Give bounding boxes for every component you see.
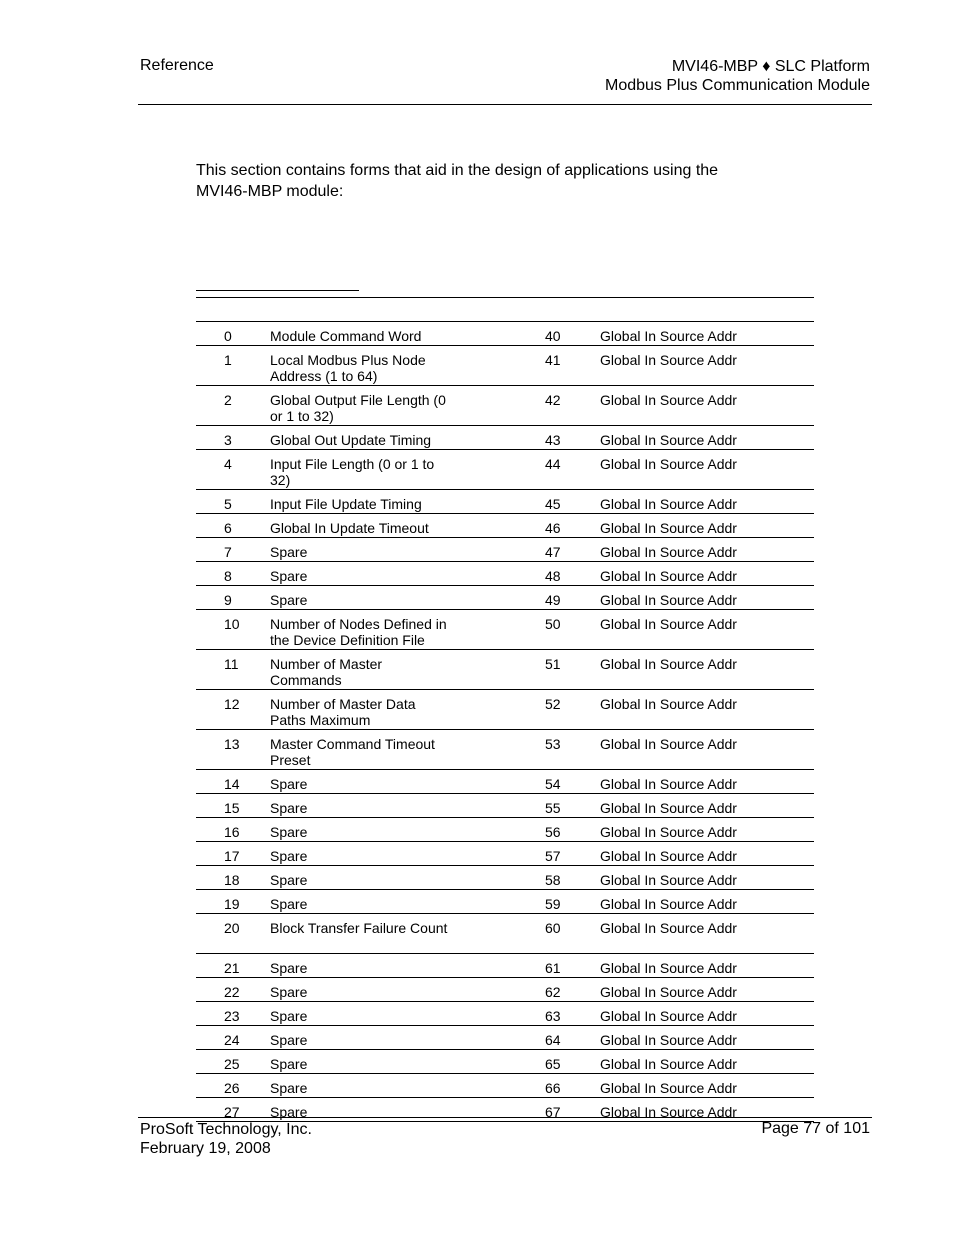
table-row bbox=[196, 977, 814, 1001]
register-description: Spare bbox=[270, 824, 308, 840]
register-number: 51 bbox=[545, 656, 561, 672]
table-row bbox=[196, 913, 814, 953]
table-row bbox=[196, 689, 814, 729]
table-top-rule bbox=[196, 297, 814, 321]
table-row bbox=[196, 1073, 814, 1097]
register-number: 63 bbox=[545, 1008, 561, 1024]
register-number: 40 bbox=[545, 328, 561, 344]
register-number: 9 bbox=[224, 592, 232, 608]
register-number: 7 bbox=[224, 544, 232, 560]
register-number: 10 bbox=[224, 616, 240, 632]
register-description: Number of Nodes Defined in the Device Definition File bbox=[270, 616, 447, 648]
register-description: Spare bbox=[270, 872, 308, 888]
register-number: 3 bbox=[224, 432, 232, 448]
register-description: Number of Master Data Paths Maximum bbox=[270, 696, 416, 728]
register-description: Global In Source Addr bbox=[600, 456, 737, 472]
register-description: Global In Source Addr bbox=[600, 392, 737, 408]
table-row bbox=[196, 321, 814, 345]
register-description: Global In Source Addr bbox=[600, 1032, 737, 1048]
table-row bbox=[196, 385, 814, 425]
header-module-name: Modbus Plus Communication Module bbox=[604, 77, 870, 94]
register-description: Global In Source Addr bbox=[600, 432, 737, 448]
register-description: Global In Source Addr bbox=[600, 896, 737, 912]
register-description: Global In Source Addr bbox=[600, 776, 737, 792]
register-number: 58 bbox=[545, 872, 561, 888]
register-description: Global In Source Addr bbox=[600, 960, 737, 976]
register-description: Input File Length (0 or 1 to 32) bbox=[270, 456, 435, 488]
register-number: 14 bbox=[224, 776, 240, 792]
register-description: Global In Source Addr bbox=[600, 352, 737, 368]
register-number: 52 bbox=[545, 696, 561, 712]
register-number: 1 bbox=[224, 352, 232, 368]
register-number: 47 bbox=[545, 544, 561, 560]
intro-paragraph bbox=[196, 160, 796, 202]
register-description: Master Command Timeout Preset bbox=[270, 736, 435, 768]
register-number: 20 bbox=[224, 920, 240, 936]
register-number: 65 bbox=[545, 1056, 561, 1072]
register-number: 61 bbox=[545, 960, 561, 976]
register-number: 27 bbox=[224, 1104, 240, 1120]
table-row bbox=[196, 817, 814, 841]
header-divider bbox=[138, 104, 872, 105]
register-description: Global In Source Addr bbox=[600, 800, 737, 816]
register-description: Spare bbox=[270, 1104, 308, 1120]
footer-page-number: Page 77 of 101 bbox=[761, 1120, 870, 1137]
header-product-info bbox=[605, 57, 870, 95]
register-number: 18 bbox=[224, 872, 240, 888]
table-body bbox=[196, 321, 814, 1122]
register-description: Number of Master Commands bbox=[270, 656, 383, 688]
table-row bbox=[196, 953, 814, 977]
register-number: 25 bbox=[224, 1056, 240, 1072]
register-number: 22 bbox=[224, 984, 240, 1000]
register-number: 12 bbox=[224, 696, 240, 712]
register-number: 0 bbox=[224, 328, 232, 344]
register-number: 67 bbox=[545, 1104, 561, 1120]
footer-divider bbox=[138, 1117, 872, 1118]
register-description: Module Command Word bbox=[270, 328, 422, 344]
register-description: Spare bbox=[270, 544, 308, 560]
register-number: 41 bbox=[545, 352, 561, 368]
register-description: Input File Update Timing bbox=[270, 496, 422, 512]
register-description: Global In Source Addr bbox=[600, 544, 737, 560]
register-description: Spare bbox=[270, 776, 308, 792]
table-row bbox=[196, 865, 814, 889]
register-description: Global In Source Addr bbox=[600, 592, 737, 608]
register-description: Global In Source Addr bbox=[600, 568, 737, 584]
register-description: Global In Source Addr bbox=[600, 328, 737, 344]
register-number: 46 bbox=[545, 520, 561, 536]
register-description: Global In Source Addr bbox=[600, 696, 737, 712]
register-description: Spare bbox=[270, 984, 308, 1000]
register-description: Global In Source Addr bbox=[600, 848, 737, 864]
table-row bbox=[196, 769, 814, 793]
register-number: 53 bbox=[545, 736, 561, 752]
table-row bbox=[196, 841, 814, 865]
register-number: 8 bbox=[224, 568, 232, 584]
table-row bbox=[196, 561, 814, 585]
table-row bbox=[196, 513, 814, 537]
register-description: Spare bbox=[270, 800, 308, 816]
register-number: 23 bbox=[224, 1008, 240, 1024]
register-number: 60 bbox=[545, 920, 561, 936]
register-number: 55 bbox=[545, 800, 561, 816]
register-description: Spare bbox=[270, 1032, 308, 1048]
register-number: 19 bbox=[224, 896, 240, 912]
table-row bbox=[196, 609, 814, 649]
register-description: Global In Source Addr bbox=[600, 824, 737, 840]
register-number: 57 bbox=[545, 848, 561, 864]
register-number: 56 bbox=[545, 824, 561, 840]
register-description: Global In Source Addr bbox=[600, 872, 737, 888]
register-number: 42 bbox=[545, 392, 561, 408]
register-number: 54 bbox=[545, 776, 561, 792]
register-number: 26 bbox=[224, 1080, 240, 1096]
table-row bbox=[196, 1049, 814, 1073]
register-number: 11 bbox=[224, 656, 239, 672]
intro-line-2: MVI46-MBP module: bbox=[196, 183, 344, 200]
config-register-table bbox=[196, 297, 814, 1122]
table-row bbox=[196, 889, 814, 913]
register-description: Spare bbox=[270, 568, 308, 584]
register-number: 2 bbox=[224, 392, 232, 408]
register-number: 6 bbox=[224, 520, 232, 536]
register-description: Spare bbox=[270, 896, 308, 912]
register-description: Local Modbus Plus Node Address (1 to 64) bbox=[270, 352, 426, 384]
footer-left bbox=[140, 1120, 312, 1158]
footer-date: February 19, 2008 bbox=[140, 1140, 271, 1157]
register-description: Global In Source Addr bbox=[600, 656, 737, 672]
register-description: Spare bbox=[270, 960, 308, 976]
register-description: Spare bbox=[270, 1080, 308, 1096]
register-number: 66 bbox=[545, 1080, 561, 1096]
table-row bbox=[196, 1001, 814, 1025]
footer-company: ProSoft Technology, Inc. bbox=[140, 1121, 312, 1138]
table-row bbox=[196, 585, 814, 609]
register-description: Spare bbox=[270, 848, 308, 864]
table-row bbox=[196, 793, 814, 817]
register-number: 13 bbox=[224, 736, 240, 752]
register-number: 43 bbox=[545, 432, 561, 448]
register-description: Global In Source Addr bbox=[600, 1056, 737, 1072]
register-number: 16 bbox=[224, 824, 240, 840]
header-product-line: MVI46-MBP ♦ SLC Platform bbox=[671, 58, 870, 75]
register-description: Global In Source Addr bbox=[600, 520, 737, 536]
register-number: 21 bbox=[224, 960, 240, 976]
register-number: 17 bbox=[224, 848, 240, 864]
table-row bbox=[196, 1097, 814, 1122]
register-description: Global In Source Addr bbox=[600, 1104, 737, 1120]
table-row bbox=[196, 729, 814, 769]
intro-line-1: This section contains forms that aid in the design of applications using the bbox=[196, 162, 719, 179]
table-row bbox=[196, 537, 814, 561]
register-number: 64 bbox=[545, 1032, 561, 1048]
register-description: Global In Source Addr bbox=[600, 920, 737, 936]
register-description: Global In Source Addr bbox=[600, 616, 737, 632]
register-number: 15 bbox=[224, 800, 240, 816]
table-row bbox=[196, 489, 814, 513]
register-description: Global In Source Addr bbox=[600, 1080, 737, 1096]
register-description: Global Output File Length (0 or 1 to 32) bbox=[270, 392, 446, 424]
register-description: Global In Source Addr bbox=[600, 1008, 737, 1024]
table-row bbox=[196, 449, 814, 489]
table-row bbox=[196, 649, 814, 689]
register-description: Spare bbox=[270, 1056, 308, 1072]
register-number: 4 bbox=[224, 456, 232, 472]
register-description: Global In Update Timeout bbox=[270, 520, 429, 536]
blank-heading-line bbox=[196, 290, 359, 291]
table-row bbox=[196, 345, 814, 385]
register-number: 24 bbox=[224, 1032, 240, 1048]
register-description: Block Transfer Failure Count bbox=[270, 920, 448, 936]
register-description: Global In Source Addr bbox=[600, 496, 737, 512]
register-description: Global In Source Addr bbox=[600, 984, 737, 1000]
register-number: 59 bbox=[545, 896, 561, 912]
register-description: Global Out Update Timing bbox=[270, 432, 432, 448]
register-number: 48 bbox=[545, 568, 561, 584]
register-description: Spare bbox=[270, 592, 308, 608]
register-number: 45 bbox=[545, 496, 561, 512]
register-number: 5 bbox=[224, 496, 232, 512]
table-row bbox=[196, 425, 814, 449]
register-number: 62 bbox=[545, 984, 561, 1000]
register-number: 49 bbox=[545, 592, 561, 608]
table-row bbox=[196, 1025, 814, 1049]
register-number: 50 bbox=[545, 616, 561, 632]
register-description: Spare bbox=[270, 1008, 308, 1024]
header-section-title: Reference bbox=[140, 57, 214, 74]
register-number: 44 bbox=[545, 456, 561, 472]
register-description: Global In Source Addr bbox=[600, 736, 737, 752]
